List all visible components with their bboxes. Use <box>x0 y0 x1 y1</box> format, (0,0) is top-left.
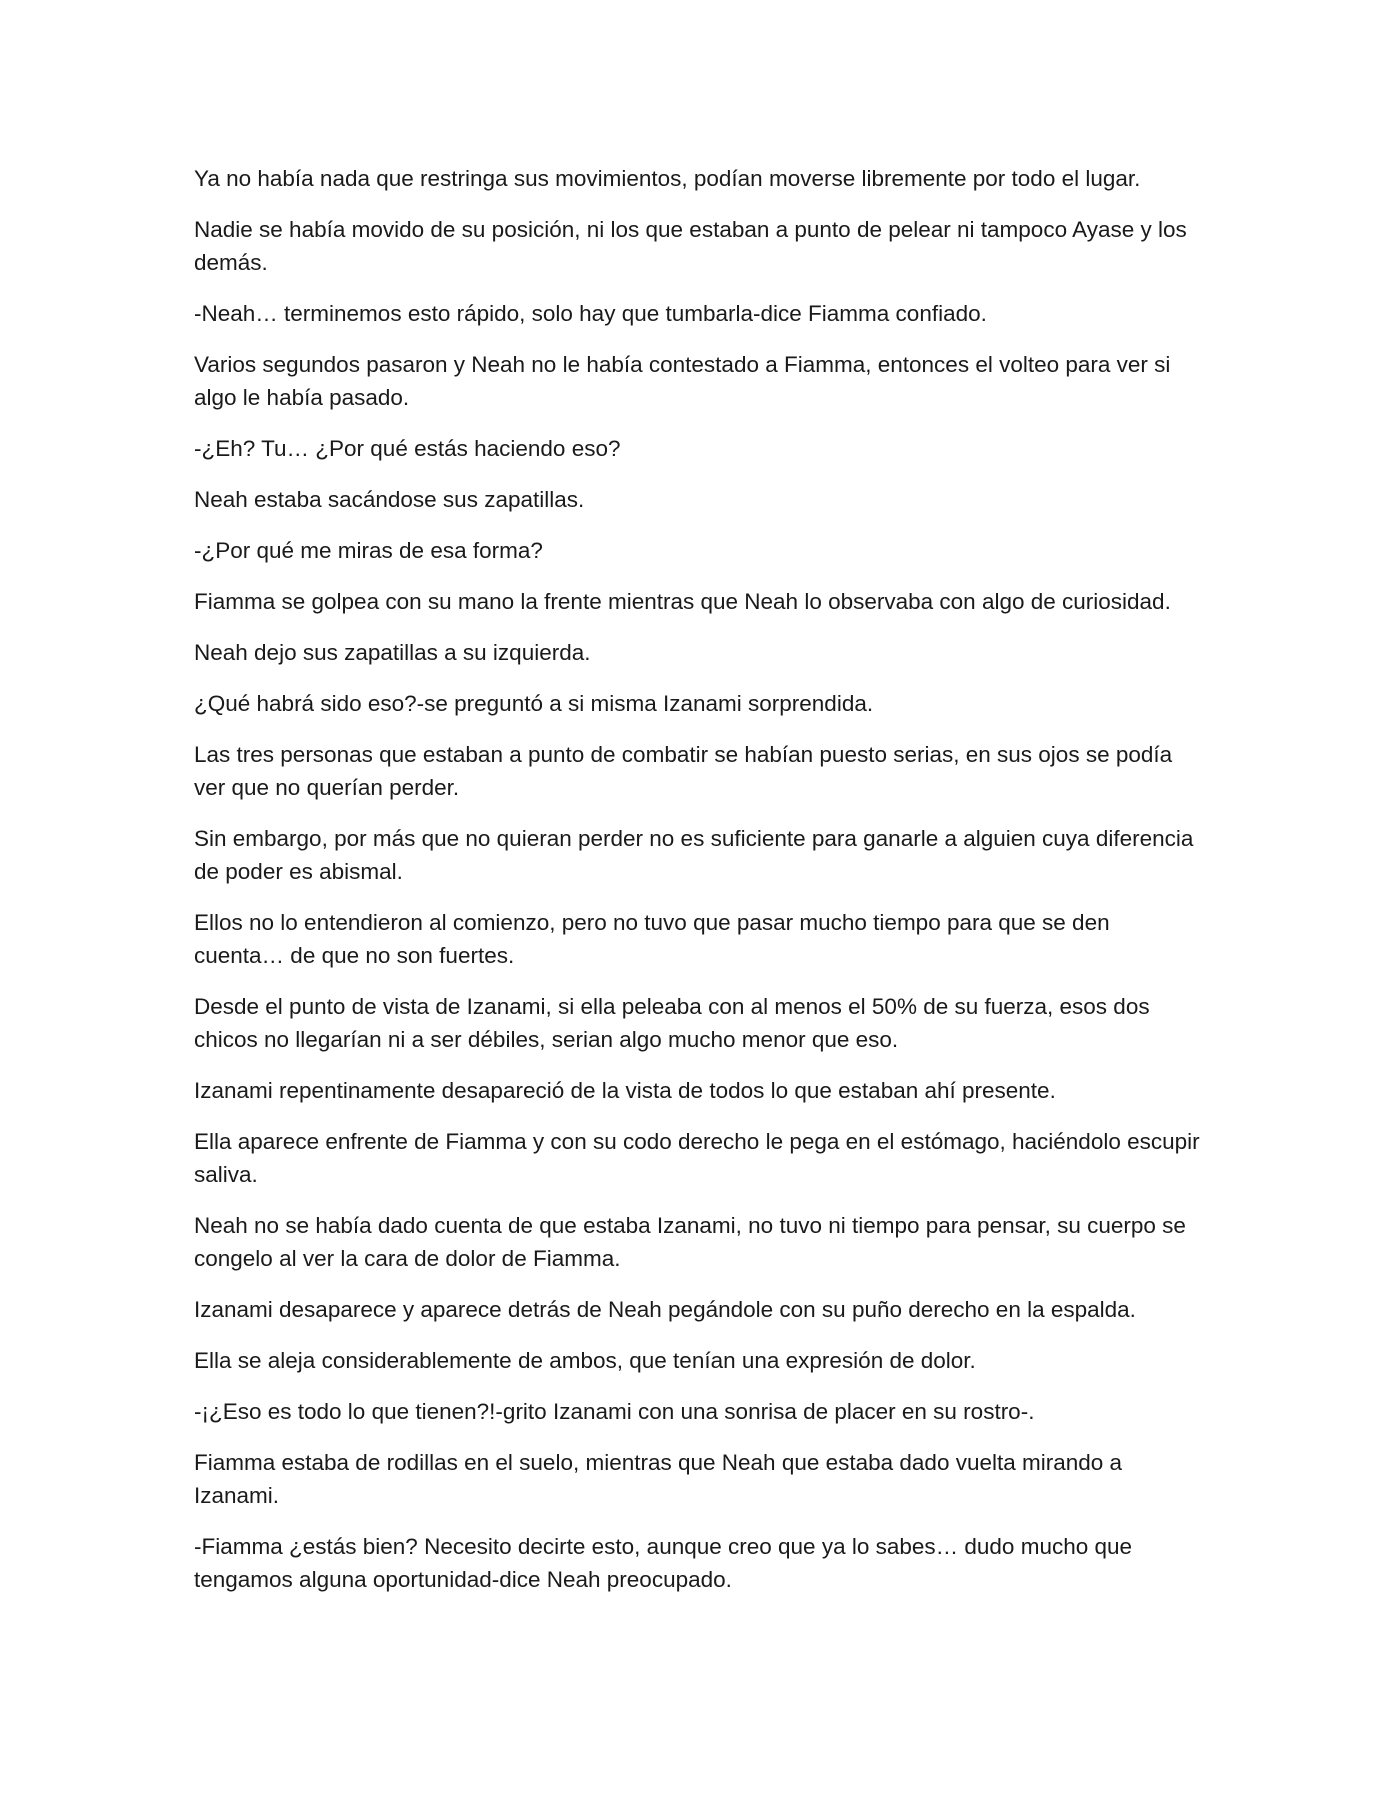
paragraph-14: Desde el punto de vista de Izanami, si ella peleaba con al menos el 50% de su fuerza, esos dos chicos no llegarían ni a ser débiles, serian algo mucho menor que eso. <box>194 994 1150 1052</box>
paragraph-4: Varios segundos pasaron y Neah no le había contestado a Fiamma, entonces el volteo para ver si algo le había pasado. <box>194 352 1171 410</box>
paragraph-15: Izanami repentinamente desapareció de la vista de todos lo que estaban ahí presente. <box>194 1078 1056 1103</box>
paragraph-5: -¿Eh? Tu… ¿Por qué estás haciendo eso? <box>194 436 621 461</box>
paragraph-20: -¡¿Eso es todo lo que tienen?!-grito Izanami con una sonrisa de placer en su rostro-. <box>194 1399 1035 1424</box>
paragraph-11: Las tres personas que estaban a punto de combatir se habían puesto serias, en sus ojos se podía ver que no querían perder. <box>194 742 1173 800</box>
paragraph-13: Ellos no lo entendieron al comienzo, pero no tuvo que pasar mucho tiempo para que se den cuenta… de que no son fuertes. <box>194 910 1110 968</box>
paragraph-1: Ya no había nada que restringa sus movimientos, podían moverse libremente por todo el lugar. <box>194 166 1141 191</box>
paragraph-18: Izanami desaparece y aparece detrás de Neah pegándole con su puño derecho en la espalda. <box>194 1297 1136 1322</box>
paragraph-16: Ella aparece enfrente de Fiamma y con su codo derecho le pega en el estómago, haciéndolo escupir saliva. <box>194 1129 1200 1187</box>
paragraph-7: -¿Por qué me miras de esa forma? <box>194 538 543 563</box>
paragraph-2: Nadie se había movido de su posición, ni los que estaban a punto de pelear ni tampoco Ayase y los demás. <box>194 217 1187 275</box>
paragraph-10: ¿Qué habrá sido eso?-se preguntó a si misma Izanami sorprendida. <box>194 691 874 716</box>
paragraph-12: Sin embargo, por más que no quieran perder no es suficiente para ganarle a alguien cuya diferencia de poder es abismal. <box>194 826 1194 884</box>
paragraph-8: Fiamma se golpea con su mano la frente mientras que Neah lo observaba con algo de curiosidad. <box>194 589 1171 614</box>
paragraph-21: Fiamma estaba de rodillas en el suelo, mientras que Neah que estaba dado vuelta mirando a Izanami. <box>194 1450 1123 1508</box>
paragraph-3: -Neah… terminemos esto rápido, solo hay que tumbarla-dice Fiamma confiado. <box>194 301 987 326</box>
paragraph-17: Neah no se había dado cuenta de que estaba Izanami, no tuvo ni tiempo para pensar, su cuerpo se congelo al ver la cara de dolor de Fiamma. <box>194 1213 1186 1271</box>
paragraph-19: Ella se aleja considerablemente de ambos, que tenían una expresión de dolor. <box>194 1348 976 1373</box>
paragraph-9: Neah dejo sus zapatillas a su izquierda. <box>194 640 591 665</box>
paragraph-6: Neah estaba sacándose sus zapatillas. <box>194 487 585 512</box>
paragraph-22: -Fiamma ¿estás bien? Necesito decirte esto, aunque creo que ya lo sabes… dudo mucho que tengamos alguna oportunidad-dice Neah preocupado. <box>194 1534 1133 1592</box>
document-body <box>194 162 1204 1614</box>
